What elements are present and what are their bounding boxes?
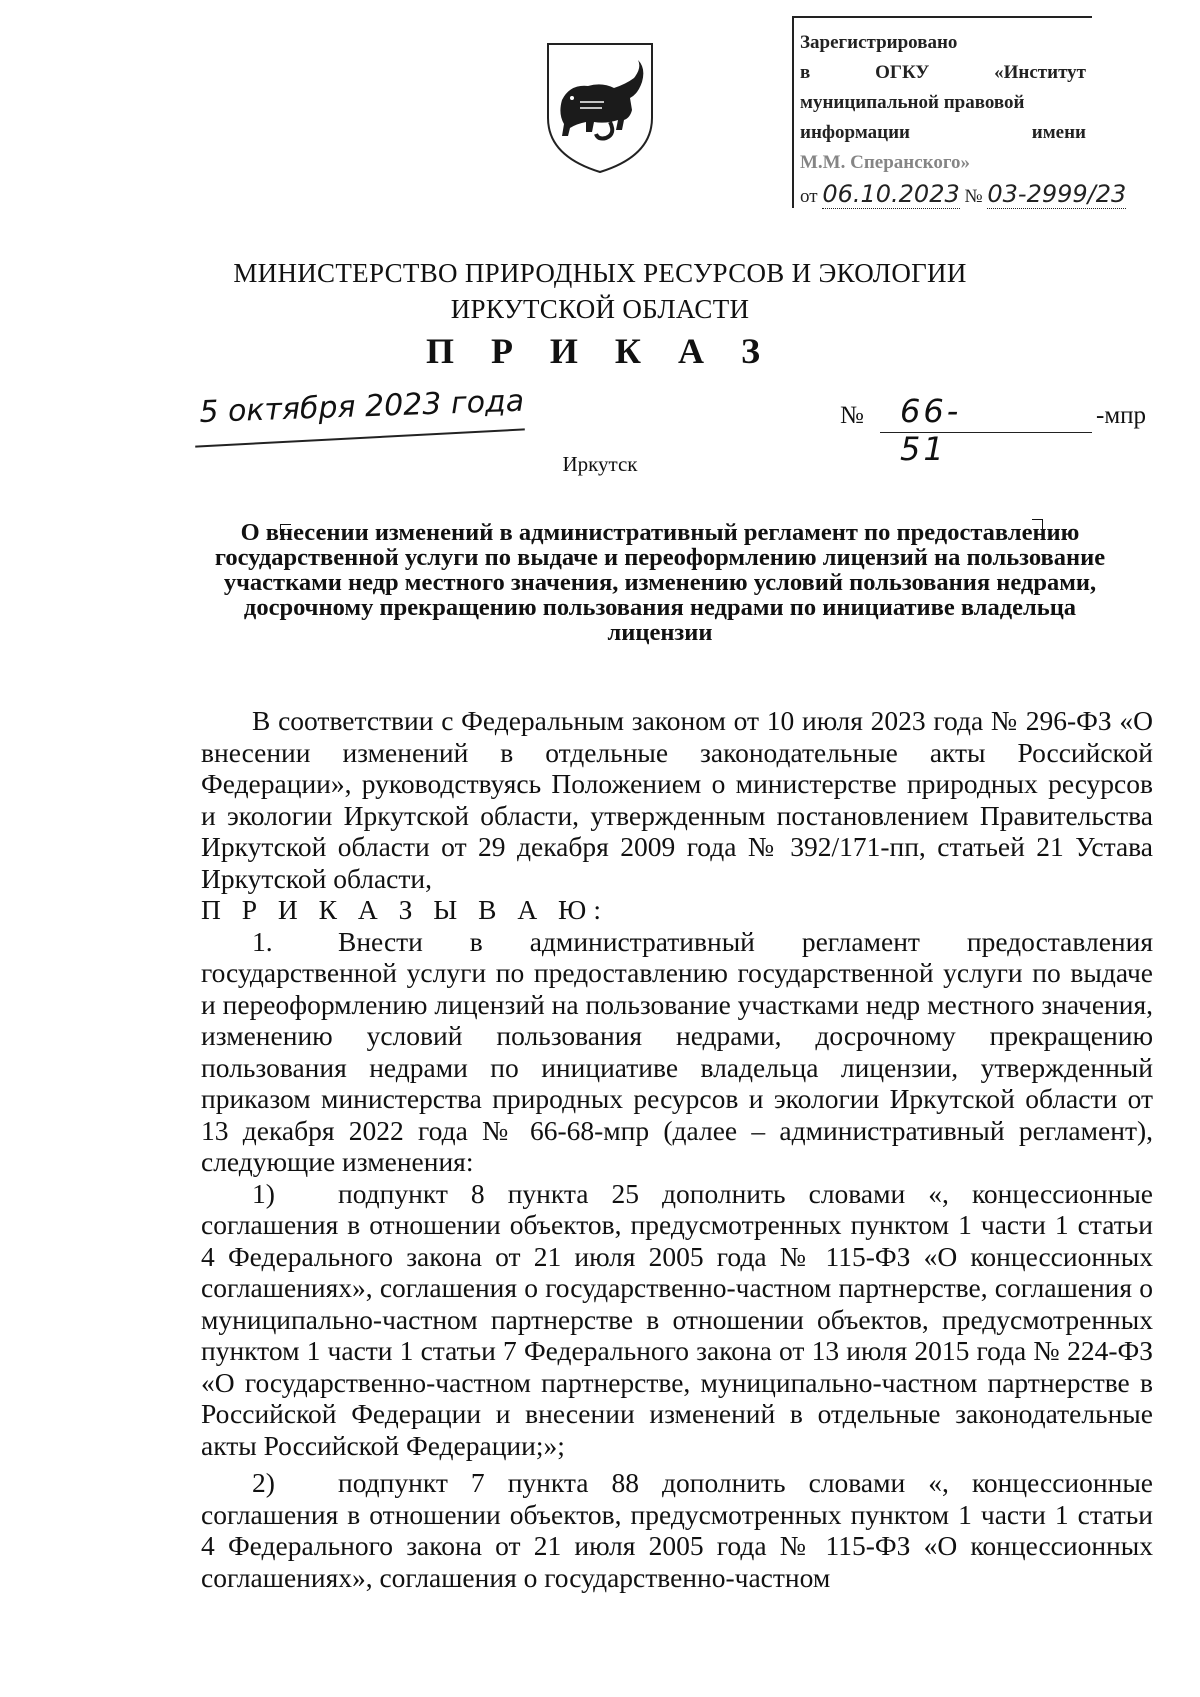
ministry-region: ИРКУТСКОЙ ОБЛАСТИ	[450, 294, 750, 324]
date-underline	[195, 428, 525, 447]
ministry-name: МИНИСТЕРСТВО ПРИРОДНЫХ РЕСУРСОВ И ЭКОЛОГИИ	[233, 258, 967, 288]
order-number-suffix: -мпр	[1096, 402, 1147, 429]
item-1-text: Внести в административный регламент предоставления государственной услуги по предоставлению государственной услуги по выдаче и переоформлению лицензий на пользование участками недр местного значения, изменению условий пользования недрами, досрочному прекращению пользования недрами по инициативе владельца лицензии, утвержденный приказом министерства природных ресурсов и экологии Иркутской области от 13 декабря 2022 года № 66-68-мпр (далее – административный регламент), следующие изменения:	[201, 925, 1153, 1177]
order-number: 66-51	[900, 392, 962, 468]
subitem-2-number: 2)	[252, 1467, 275, 1498]
subitem-1-number: 1)	[252, 1177, 275, 1209]
number-sign: №	[840, 402, 864, 429]
item-1-number: 1.	[252, 925, 273, 957]
stamp-line-4: информации имени	[800, 122, 1086, 143]
order-body	[201, 705, 1153, 1593]
registration-stamp	[792, 16, 1127, 208]
item-1-paragraph	[201, 926, 1153, 1178]
stamp-line-5: М.М. Сперанского»	[800, 152, 971, 173]
subitem-1-text: подпункт 8 пункта 25 дополнить словами «, концессионные соглашения в отношении объектов, предусмотренных пунктом 1 части 1 статьи 4 Федерального закона от 21 июля 2005 года № 115-ФЗ «О концессионных соглашениях», соглашения о государственно-частном партнерстве, соглашения о муниципально-частном партнерстве в отношении объектов, предусмотренных пунктом 1 части 1 статьи 7 Федерального закона от 13 июля 2015 года № 224-ФЗ «О государственно-частном партнерстве, муниципально-частном партнерстве в Российской Федерации и внесении изменений в отдельные законодательные акты Российской Федерации;»;	[201, 1177, 1153, 1461]
stamp-number: 03-2999/23	[987, 180, 1127, 208]
stamp-line-1: Зарегистрировано	[800, 32, 958, 53]
document-type-title: П Р И К А З	[425, 331, 775, 371]
order-word: П Р И К А З Ы В А Ю:	[201, 894, 608, 925]
coat-of-arms-icon	[540, 38, 660, 178]
preamble-paragraph: В соответствии с Федеральным законом от 10 июля 2023 года № 296-ФЗ «О внесении изменений в отдельные законодательные акты Российской Федерации», руководствуясь Положением о министерстве природных ресурсов и экологии Иркутской области, утвержденным постановлением Правительства Иркутской области от 29 декабря 2009 года № 392/171-пп, статьей 21 Устава Иркутской области,	[201, 705, 1153, 894]
subitem-2-text: подпункт 7 пункта 88 дополнить словами «, концессионные соглашения в отношении объектов, предусмотренных пунктом 1 части 1 статьи 4 Федерального закона от 21 июля 2005 года № 115-ФЗ «О концессионных соглашениях», соглашения о государственно-частном	[201, 1467, 1153, 1593]
stamp-registration-row: от 06.10.2023 № 03-2999/23	[800, 180, 1127, 208]
order-date: 5 октября 2023 года	[198, 383, 525, 430]
subitem-2-paragraph	[201, 1467, 1153, 1593]
stamp-line-2: в ОГКУ «Институт	[800, 62, 1086, 83]
city-name: Иркутск	[562, 452, 638, 476]
order-subject: О внесении изменений в административный регламент по предоставлению государственной услуги по выдаче и переоформлению лицензий на пользование участками недр местного значения, изменению условий пользования недрами, досрочному прекращению пользования недрами по инициативе владельца лицензии	[214, 519, 1106, 646]
stamp-date: 06.10.2023	[822, 180, 960, 208]
subitem-1-paragraph	[201, 1178, 1153, 1462]
stamp-line-3: муниципальной правовой	[800, 92, 1025, 113]
